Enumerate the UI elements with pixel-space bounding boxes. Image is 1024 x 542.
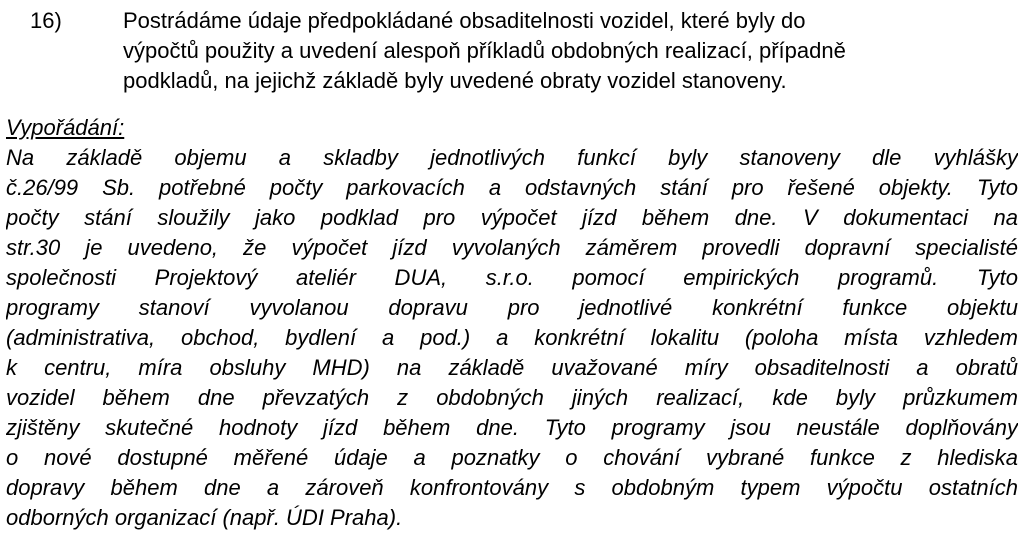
answer-line: společnosti Projektový ateliér DUA, s.r.o. pomocí empirických programů. Tyto [6,265,1018,290]
answer-line: k centru, míra obsluhy MHD) na základě uvažované míry obsaditelnosti a obratů [6,355,1018,380]
answer-line: str.30 je uvedeno, že výpočet jízd vyvolaných záměrem provedli dopravní specialisté [6,235,1018,260]
question-line: výpočtů použity a uvedení alespoň příkladů obdobných realizací, případně [123,38,846,63]
answer-line: o nové dostupné měřené údaje a poznatky o chování vybrané funkce z hlediska [6,445,1018,470]
answer-line: dopravy během dne a zároveň konfrontovány s obdobným typem výpočtu ostatních [6,475,1018,500]
answer-paragraph [6,143,1018,533]
answer-line: odborných organizací (např. ÚDI Praha). [6,505,403,530]
answer-line: programy stanoví vyvolanou dopravu pro jednotlivé konkrétní funkce objektu [6,295,1018,320]
question-number: 16) [30,8,62,33]
answer-line: Na základě objemu a skladby jednotlivých funkcí byly stanoveny dle vyhlášky [6,145,1018,170]
question-block [0,0,1024,104]
answer-line: č.26/99 Sb. potřebné počty parkovacích a odstavných stání pro řešené objekty. Tyto [6,175,1018,200]
question-line: Postrádáme údaje předpokládané obsaditelnosti vozidel, které byly do [123,8,806,33]
answer-line: (administrativa, obchod, bydlení a pod.) a konkrétní lokalitu (poloha místa vzhledem [6,325,1018,350]
answer-line: vozidel během dne převzatých z obdobných jiných realizací, kde byly průzkumem [6,385,1018,410]
answer-line: zjištěny skutečné hodnoty jízd během dne. Tyto programy jsou neustále doplňovány [6,415,1018,440]
answer-heading: Vypořádání: [6,115,125,140]
answer-line: počty stání sloužily jako podklad pro výpočet jízd během dne. V dokumentaci na [6,205,1018,230]
question-line: podkladů, na jejichž základě byly uvedené obraty vozidel stanoveny. [123,68,787,93]
